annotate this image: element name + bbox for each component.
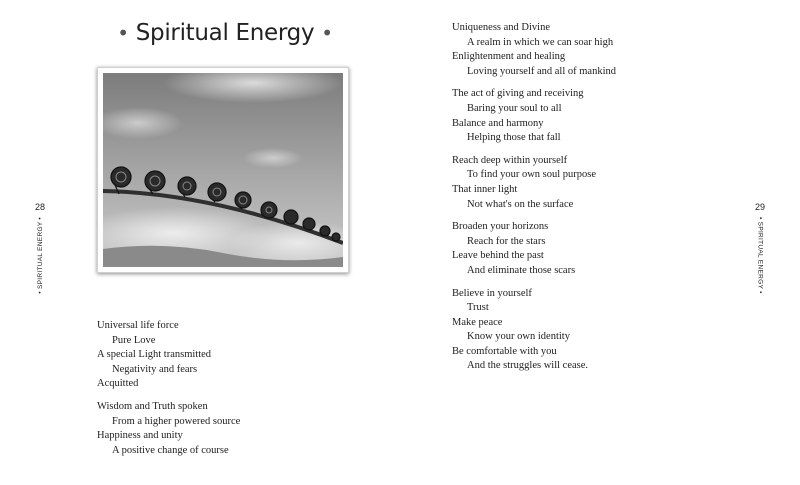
poem-line: Happiness and unity (97, 430, 183, 442)
fern-fronds-photo (103, 73, 343, 267)
right-margin (750, 202, 770, 294)
poem-line: Make peace (452, 316, 503, 328)
poem-line: Reach for the stars (467, 235, 546, 247)
poem-line: Helping those that fall (467, 132, 561, 144)
stanza (97, 319, 240, 392)
poem-line: Trust (467, 302, 489, 314)
poem-line: Broaden your horizons (452, 221, 549, 233)
poem-line: And eliminate those scars (467, 264, 576, 276)
poem-line: A special Light transmitted (97, 349, 212, 361)
right-page (400, 0, 800, 485)
poem-line: Enlightenment and healing (452, 51, 566, 63)
poem-left (97, 319, 240, 466)
poem-line: To find your own soul purpose (467, 169, 597, 181)
stanza (452, 87, 616, 145)
stanza (97, 400, 240, 458)
poem-line: Believe in yourself (452, 287, 532, 299)
poem-line: Acquitted (97, 378, 139, 390)
poem-line: Leave behind the past (452, 250, 544, 262)
poem-line: Universal life force (97, 320, 179, 331)
stanza (452, 220, 616, 278)
page-number-left: 28 (34, 202, 45, 212)
poem-line: Negativity and fears (112, 363, 198, 375)
poem-right (452, 21, 616, 382)
poem-line: Baring your soul to all (467, 102, 562, 114)
poem-line: Uniqueness and Divine (452, 22, 550, 33)
poem-line: Pure Love (112, 334, 156, 346)
poem-line: That inner light (452, 183, 518, 195)
stanza (452, 21, 616, 79)
title-text: Spiritual Energy (135, 20, 315, 46)
page-title (110, 20, 340, 46)
poem-line: Reach deep within yourself (452, 154, 568, 166)
poem-line: Know your own identity (467, 331, 570, 343)
title-ornament-right: • (321, 21, 333, 45)
poem-line: And the struggles will cease. (467, 360, 589, 372)
stanza (452, 287, 616, 375)
poem-line: A realm in which we can soar high (467, 36, 614, 48)
running-header-left: • SPIRITUAL ENERGY • (36, 217, 44, 294)
poem-line: Be comfortable with you (452, 345, 557, 357)
poem-line: Wisdom and Truth spoken (97, 400, 208, 412)
stanza (452, 154, 616, 212)
poem-line: Not what's on the surface (467, 198, 574, 210)
left-margin (30, 202, 50, 294)
poem-line: The act of giving and receiving (452, 88, 584, 100)
running-header-right: • SPIRITUAL ENERGY • (756, 217, 764, 294)
poem-line: Balance and harmony (452, 117, 544, 129)
page-number-right: 29 (754, 202, 765, 212)
title-ornament-left: • (117, 21, 129, 45)
poem-line: A positive change of course (112, 444, 229, 456)
poem-line: Loving yourself and all of mankind (467, 65, 617, 77)
poem-line: From a higher powered source (112, 415, 241, 427)
photo-frame (97, 67, 349, 273)
